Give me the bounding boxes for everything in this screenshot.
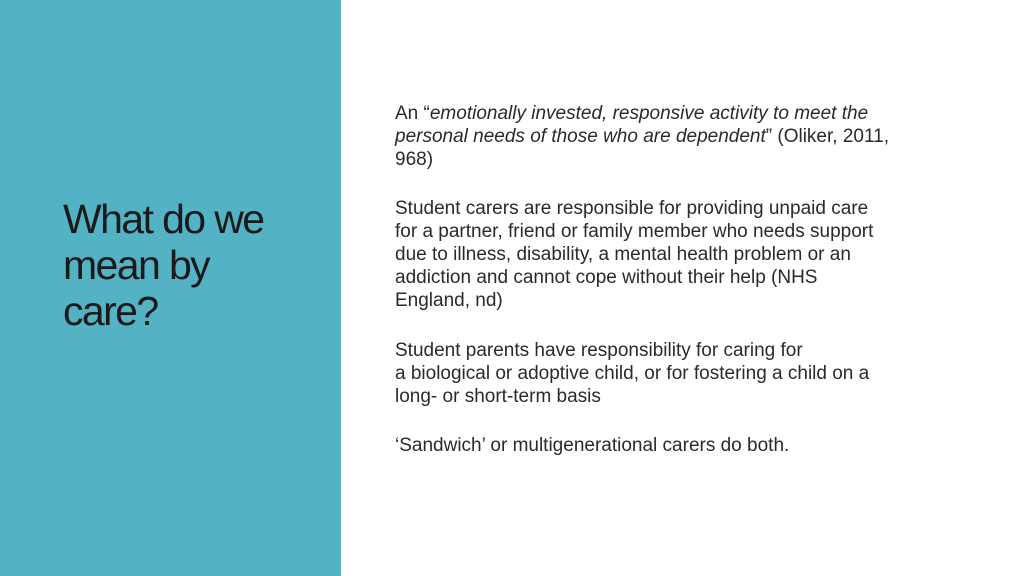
definition-quote-line: emotionally invested, responsive activity to meet the (429, 103, 869, 124)
slide-body (395, 102, 965, 457)
definition-citation: ” (Oliker, 2011, (765, 126, 889, 147)
slide-title (63, 196, 323, 334)
paragraph-line: England, nd) (395, 290, 503, 311)
paragraph-line: a biological or adoptive child, or for fostering a child on a (395, 363, 870, 384)
paragraph-line: addiction and cannot cope without their help (NHS (395, 267, 818, 288)
title-line: care? (63, 288, 158, 334)
student-parents-paragraph (395, 339, 940, 408)
paragraph-line: Student parents have responsibility for caring for (395, 340, 803, 361)
paragraph-line: due to illness, disability, a mental health problem or an (395, 244, 851, 265)
definition-citation-page: 968) (395, 149, 434, 170)
definition-quote-line: personal needs of those who are dependent (395, 126, 766, 147)
student-carers-paragraph (395, 197, 940, 312)
paragraph-line: Student carers are responsible for providing unpaid care (395, 198, 869, 219)
title-line: mean by (63, 242, 210, 288)
sandwich-carers-paragraph: ‘Sandwich’ or multigenerational carers do both. (395, 435, 790, 456)
title-line: What do we (63, 196, 264, 242)
paragraph-line: long- or short-term basis (395, 386, 601, 407)
definition-prefix: An “ (395, 103, 430, 124)
paragraph-line: for a partner, friend or family member who needs support (395, 221, 874, 242)
definition-paragraph (395, 102, 965, 171)
